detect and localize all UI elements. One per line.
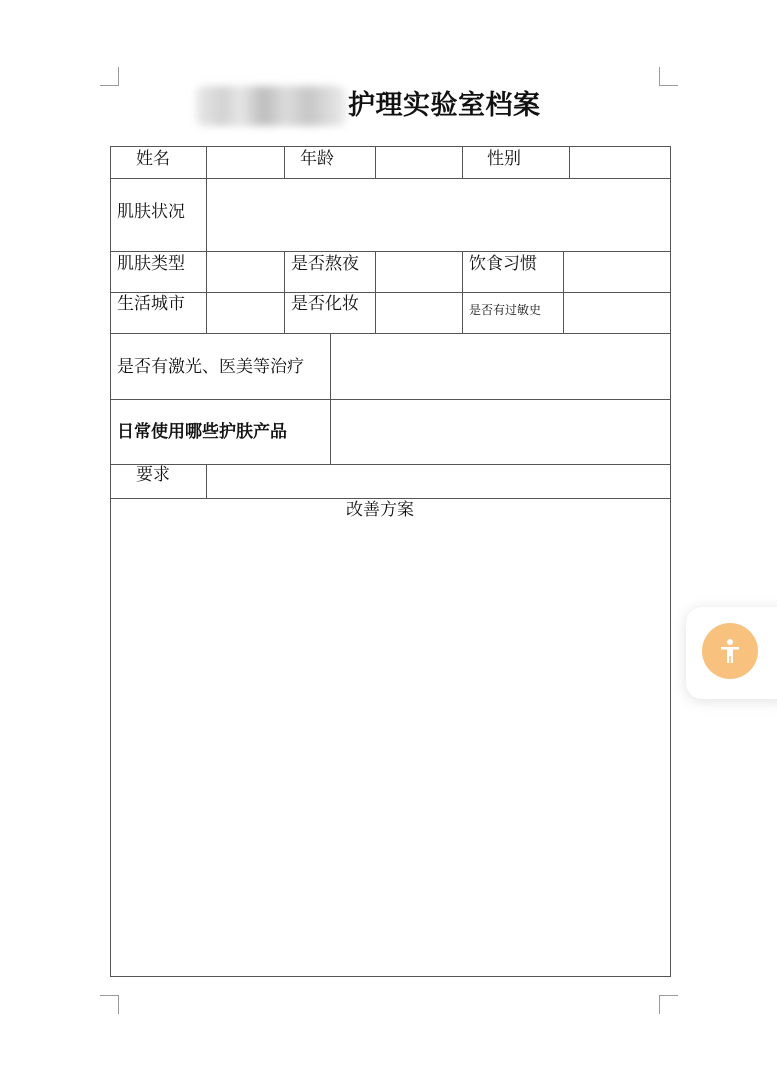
row-divider <box>111 464 670 465</box>
row-divider <box>111 178 670 179</box>
col-divider <box>206 251 207 333</box>
accessibility-icon <box>715 636 745 666</box>
record-form-table <box>110 146 671 977</box>
col-divider <box>462 251 463 333</box>
crop-mark-bottom-left <box>100 995 119 1014</box>
col-divider <box>563 251 564 333</box>
col-divider <box>284 251 285 333</box>
laser-treatment-label: 是否有激光、医美等治疗 <box>117 357 304 377</box>
col-divider <box>375 251 376 333</box>
col-divider <box>375 147 376 178</box>
accessibility-button[interactable] <box>702 623 758 679</box>
living-city-label: 生活城市 <box>117 294 185 314</box>
stay-up-late-label: 是否熬夜 <box>291 254 359 274</box>
col-divider <box>569 147 570 178</box>
improvement-plan-heading: 改善方案 <box>346 500 414 520</box>
col-divider <box>284 147 285 178</box>
col-divider <box>206 147 207 178</box>
skin-condition-label: 肌肤状况 <box>117 202 185 222</box>
row-divider <box>111 251 670 252</box>
age-label: 年龄 <box>300 149 334 169</box>
crop-mark-top-right <box>659 67 678 86</box>
allergy-history-label: 是否有过敏史 <box>469 303 542 317</box>
row-divider <box>111 399 670 400</box>
row-divider <box>111 292 670 293</box>
requirements-label: 要求 <box>136 465 170 485</box>
diet-habits-label: 饮食习惯 <box>469 254 537 274</box>
gender-label: 性别 <box>487 149 521 169</box>
skin-type-label: 肌肤类型 <box>117 254 185 274</box>
daily-products-label: 日常使用哪些护肤产品 <box>117 422 287 442</box>
col-divider <box>206 464 207 498</box>
makeup-label: 是否化妆 <box>291 294 359 314</box>
col-divider <box>462 147 463 178</box>
crop-mark-top-left <box>100 67 119 86</box>
crop-mark-bottom-right <box>659 995 678 1014</box>
redacted-title-prefix <box>196 86 346 126</box>
row-divider <box>111 333 670 334</box>
document-title: 护理实验室档案 <box>348 90 541 121</box>
col-divider <box>330 333 331 464</box>
name-label: 姓名 <box>136 149 170 169</box>
col-divider <box>206 178 207 251</box>
